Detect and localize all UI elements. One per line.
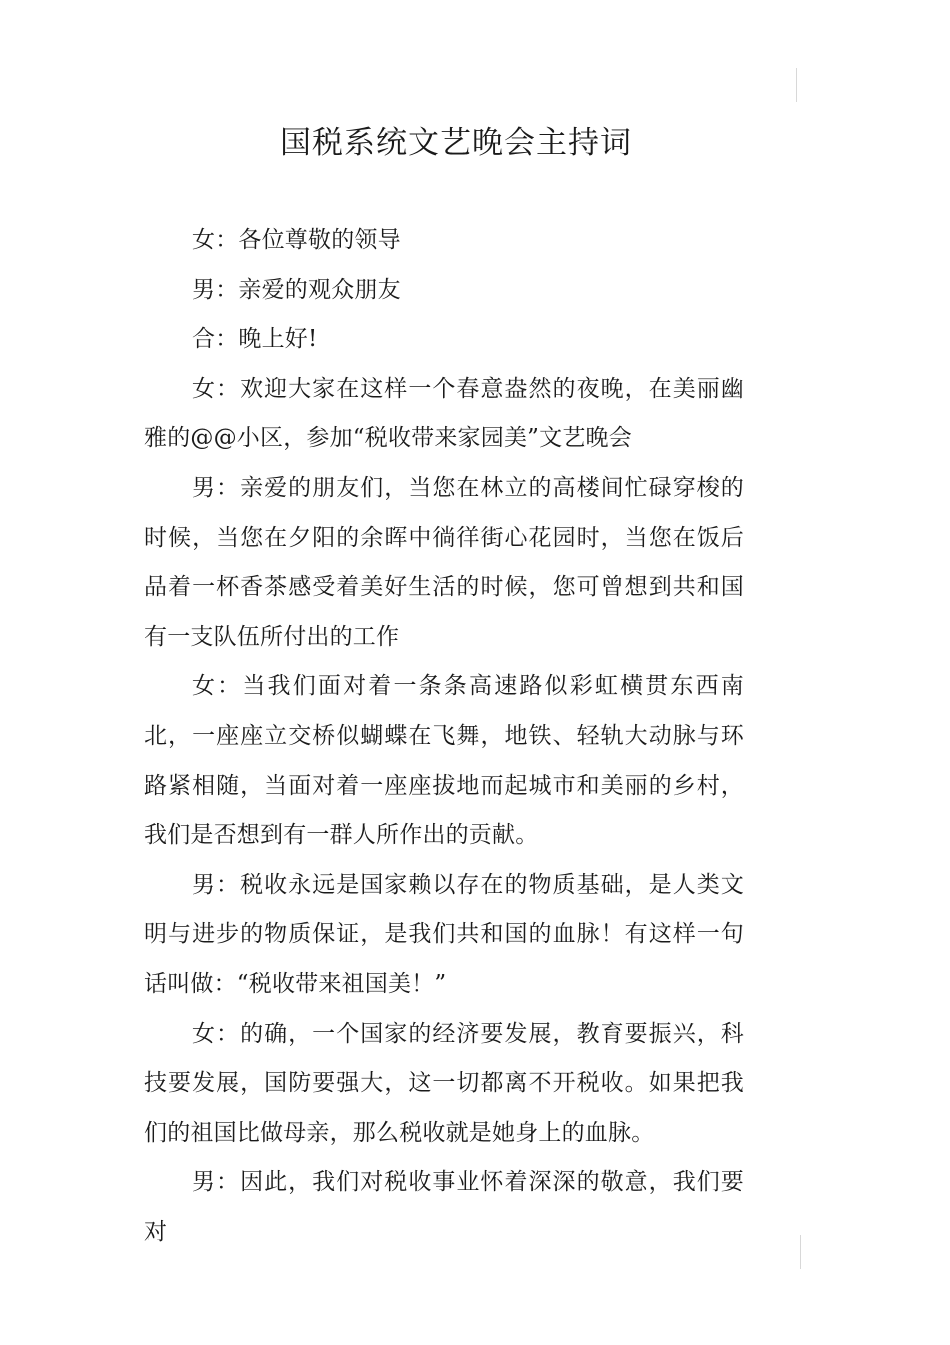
paragraph: 女：的确，一个国家的经济要发展，教育要振兴，科技要发展，国防要强大，这一切都离不开税收。如果把我们的祖国比做母亲，那么税收就是她身上的血脉。: [144, 1020, 744, 1146]
page-corner-mark: [796, 68, 797, 102]
paragraph: 合：晚上好!: [192, 326, 318, 353]
paragraph: 男：因此，我们对税收事业怀着深深的敬意，我们要对: [144, 1169, 744, 1245]
document-body: [144, 216, 744, 1257]
document-title: 国税系统文艺晚会主持词: [280, 125, 632, 161]
paragraph: 男：亲爱的观众朋友: [192, 276, 401, 303]
paragraph: 女：各位尊敬的领导: [192, 227, 401, 253]
paragraph: 女：当我们面对着一条条高速路似彩虹横贯东西南北，一座座立交桥似蝴蝶在飞舞，地铁、轻轨大动脉与环路紧相随，当面对着一座座拔地而起城市和美丽的乡村，我们是否想到有一群人所作出的贡献。: [144, 673, 744, 849]
paragraph: 男：税收永远是国家赖以存在的物质基础，是人类文明与进步的物质保证，是我们共和国的血脉！有这样一句话叫做：“税收带来祖国美！”: [144, 871, 744, 997]
paragraph: 男：亲爱的朋友们，当您在林立的高楼间忙碌穿梭的时候，当您在夕阳的余晖中徜徉街心花园时，当您在饭后品着一杯香茶感受着美好生活的时候，您可曾想到共和国有一支队伍所付出的工作: [144, 474, 744, 650]
page-corner-mark: [800, 1235, 801, 1269]
paragraph: 女：欢迎大家在这样一个春意盎然的夜晚，在美丽幽雅的@@小区，参加“税收带来家园美”文艺晚会: [144, 375, 744, 452]
